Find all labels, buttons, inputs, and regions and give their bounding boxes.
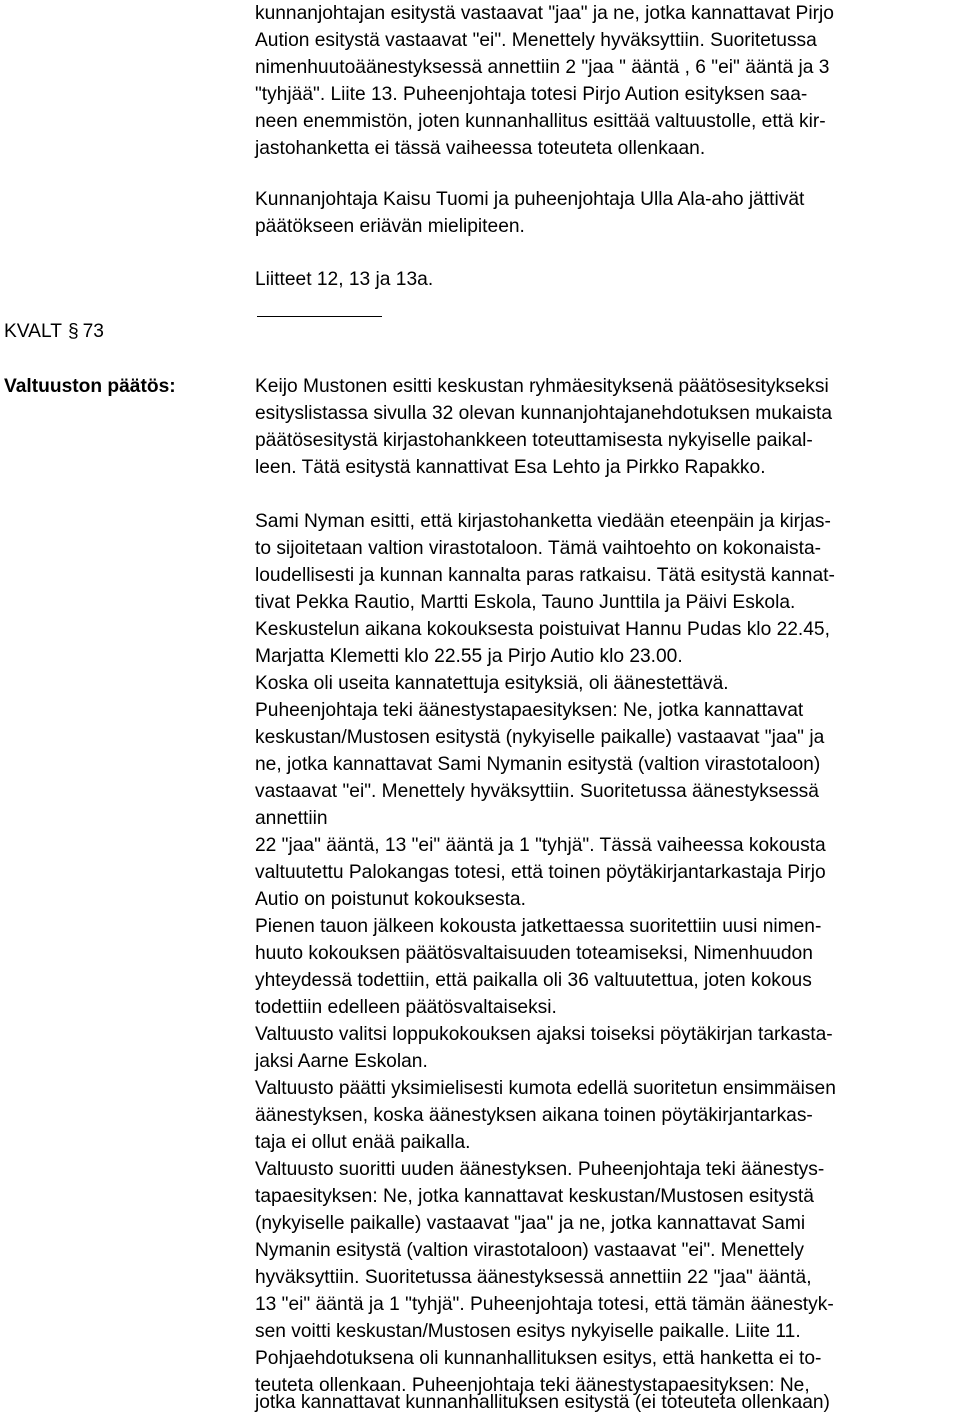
text-line: päätösesitystä kirjastohankkeen toteuttamisesta nykyiselle paikal- xyxy=(255,430,813,451)
text-line: Valtuusto valitsi loppukokouksen ajaksi toiseksi pöytäkirjan tarkasta- xyxy=(255,1024,833,1045)
text-line: 13 "ei" ääntä ja 1 "tyhjä". Puheenjohtaja totesi, että tämän äänestyk- xyxy=(255,1294,834,1315)
text-line: "tyhjää". Liite 13. Puheenjohtaja totesi Pirjo Aution esityksen saa- xyxy=(255,84,808,105)
text-line: Keijo Mustonen esitti keskustan ryhmäesityksenä päätösesitykseksi xyxy=(255,376,829,397)
text-line: neen enemmistön, joten kunnanhallitus esittää valtuustolle, että kir- xyxy=(255,111,826,132)
text-line: leen. Tätä esitystä kannattivat Esa Lehto ja Pirkko Rapakko. xyxy=(255,457,766,478)
text-line: vastaavat "ei". Menettely hyväksyttiin. Suoritetussa äänestyksessä xyxy=(255,781,819,802)
section-heading xyxy=(4,318,104,345)
text-line: tapaesityksen: Ne, jotka kannattavat keskustan/Mustosen esitystä xyxy=(255,1186,814,1207)
text-line: sen voitti keskustan/Mustosen esitys nykyiselle paikalle. Liite 11. xyxy=(255,1321,801,1342)
text-line: Koska oli useita kannatettuja esityksiä, oli äänestettävä. xyxy=(255,673,729,694)
section-number: 73 xyxy=(82,321,104,342)
text-line: jaksi Aarne Eskolan. xyxy=(255,1051,428,1072)
text-line: hyväksyttiin. Suoritetussa äänestyksessä annettiin 22 "jaa" ääntä, xyxy=(255,1267,812,1288)
separator-rule xyxy=(257,316,382,317)
text-line: todettiin edelleen päätösvaltaiseksi. xyxy=(255,997,557,1018)
text-line: Kunnanjohtaja Kaisu Tuomi ja puheenjohtaja Ulla Ala-aho jättivät xyxy=(255,189,805,210)
text-line: jastohanketta ei tässä vaiheessa toteuteta ollenkaan. xyxy=(255,138,706,159)
text-line: Marjatta Klemetti klo 22.55 ja Pirjo Autio klo 23.00. xyxy=(255,646,683,667)
text-line: Valtuusto päätti yksimielisesti kumota edellä suoritetun ensimmäisen xyxy=(255,1078,836,1099)
text-line: teuteta ollenkaan. Puheenjohtaja teki äänestystapaesityksen: Ne, xyxy=(255,1375,810,1396)
text-line: esityslistassa sivulla 32 olevan kunnanjohtajanehdotuksen mukaista xyxy=(255,403,833,424)
section-symbol: § xyxy=(67,321,79,342)
text-line: nimenhuutoäänestyksessä annettiin 2 "jaa " ääntä , 6 "ei" ääntä ja 3 xyxy=(255,57,830,78)
text-line: kunnanjohtajan esitystä vastaavat "jaa" ja ne, jotka kannattavat Pirjo xyxy=(255,3,834,24)
text-line: Aution esitystä vastaavat "ei". Menettely hyväksyttiin. Suoritetussa xyxy=(255,30,817,51)
text-line: valtuutettu Palokangas totesi, että toinen pöytäkirjantarkastaja Pirjo xyxy=(255,862,826,883)
text-line: huuto kokouksen päätösvaltaisuuden toteamiseksi, Nimenhuudon xyxy=(255,943,813,964)
section-code: KVALT xyxy=(4,321,62,342)
text-line: Autio on poistunut kokouksesta. xyxy=(255,889,526,910)
text-line: (nykyiselle paikalle) vastaavat "jaa" ja ne, jotka kannattavat Sami xyxy=(255,1213,806,1234)
text-line: Keskustelun aikana kokouksesta poistuivat Hannu Pudas klo 22.45, xyxy=(255,619,830,640)
text-line: annettiin xyxy=(255,808,328,829)
text-line: Pohjaehdotuksena oli kunnanhallituksen esitys, että hanketta ei to- xyxy=(255,1348,822,1369)
text-line: taja ei ollut enää paikalla. xyxy=(255,1132,471,1153)
text-line: ne, jotka kannattavat Sami Nymanin esitystä (valtion virastotaloon) xyxy=(255,754,821,775)
text-line: jotka kannattavat kunnanhallituksen esitystä (ei toteuteta ollenkaan) xyxy=(255,1392,830,1413)
text-line: yhteydessä todettiin, että paikalla oli 36 valtuutettua, joten kokous xyxy=(255,970,812,991)
text-line: Valtuusto suoritti uuden äänestyksen. Puheenjohtaja teki äänestys- xyxy=(255,1159,825,1180)
decision-label: Valtuuston päätös: xyxy=(4,376,176,397)
text-line: Puheenjohtaja teki äänestystapaesityksen: Ne, jotka kannattavat xyxy=(255,700,804,721)
text-line: äänestyksen, koska äänestyksen aikana toinen pöytäkirjantarkas- xyxy=(255,1105,813,1126)
text-line: loudellisesti ja kunnan kannalta paras ratkaisu. Tätä esitystä kannat- xyxy=(255,565,835,586)
text-line: Nymanin esitystä (valtion virastotaloon) vastaavat "ei". Menettely xyxy=(255,1240,804,1261)
text-line: to sijoitetaan valtion virastotaloon. Tämä vaihtoehto on kokonaista- xyxy=(255,538,822,559)
text-line: 22 "jaa" ääntä, 13 "ei" ääntä ja 1 "tyhjä". Tässä vaiheessa kokousta xyxy=(255,835,826,856)
text-line: Pienen tauon jälkeen kokousta jatkettaessa suoritettiin uusi nimen- xyxy=(255,916,822,937)
text-line: tivat Pekka Rautio, Martti Eskola, Tauno Junttila ja Päivi Eskola. xyxy=(255,592,796,613)
text-line: Sami Nyman esitti, että kirjastohanketta viedään eteenpäin ja kirjas- xyxy=(255,511,831,532)
text-line: keskustan/Mustosen esitystä (nykyiselle paikalle) vastaavat "jaa" ja xyxy=(255,727,825,748)
attachments-line: Liitteet 12, 13 ja 13a. xyxy=(255,269,434,290)
text-line: päätökseen eriävän mielipiteen. xyxy=(255,216,525,237)
